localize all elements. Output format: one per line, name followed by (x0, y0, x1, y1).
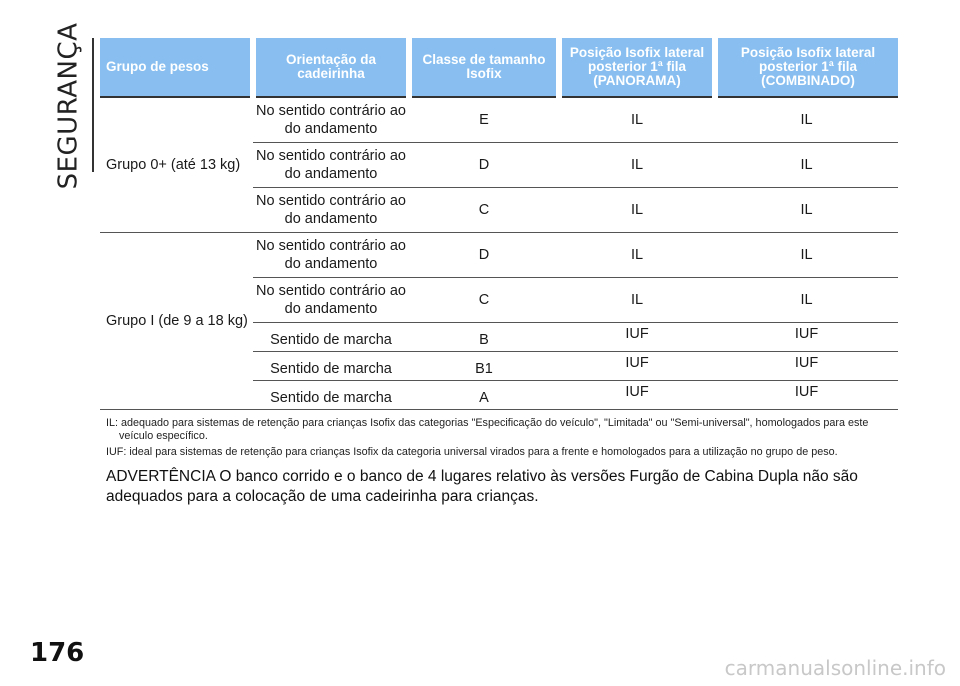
table-row (100, 97, 898, 143)
panorama-cell: IUF (559, 323, 715, 352)
panorama-cell: IUF (559, 381, 715, 410)
panorama-cell: IL (559, 143, 715, 188)
size-class-cell: D (409, 143, 559, 188)
header-seat-orientation: Orientação da cadeirinha (253, 38, 409, 97)
table-header-row (100, 38, 898, 97)
size-class-cell: C (409, 278, 559, 323)
weight-group-cell: Grupo I (de 9 a 18 kg) (100, 233, 253, 410)
section-title (44, 22, 92, 190)
header-position-panorama: Posição Isofix lateral posterior 1ª fila (PANORAMA) (559, 38, 715, 97)
panorama-cell: IL (559, 233, 715, 278)
size-class-cell: E (409, 97, 559, 143)
header-position-combinado: Posição Isofix lateral posterior 1ª fila (COMBINADO) (715, 38, 898, 97)
panorama-cell: IL (559, 278, 715, 323)
watermark: carmanualsonline.info (724, 656, 946, 680)
section-divider (92, 38, 94, 172)
orientation-cell: No sentido contrário ao do andamento (253, 97, 409, 143)
page-number: 176 (30, 638, 85, 668)
combinado-cell: IL (715, 188, 898, 233)
orientation-cell: No sentido contrário ao do andamento (253, 188, 409, 233)
panorama-cell: IL (559, 97, 715, 143)
combinado-cell: IUF (715, 352, 898, 381)
header-size-class: Classe de tamanho Isofix (409, 38, 559, 97)
header-weight-group: Grupo de pesos (100, 38, 253, 97)
combinado-cell: IUF (715, 381, 898, 410)
isofix-compatibility-table (100, 38, 898, 410)
panorama-cell: IL (559, 188, 715, 233)
combinado-cell: IL (715, 233, 898, 278)
combinado-cell: IL (715, 143, 898, 188)
warning-paragraph: ADVERTÊNCIA O banco corrido e o banco de 4 lugares relativo às versões Furgão de Cabina Dupla não são adequados para a colocação de uma cadeirinha para crianças. (106, 468, 858, 505)
orientation-cell: No sentido contrário ao do andamento (253, 233, 409, 278)
orientation-cell: No sentido contrário ao do andamento (253, 143, 409, 188)
orientation-cell: Sentido de marcha (253, 352, 409, 381)
size-class-cell: B (409, 323, 559, 352)
table-footnotes (106, 417, 896, 462)
orientation-cell: No sentido contrário ao do andamento (253, 278, 409, 323)
combinado-cell: IL (715, 278, 898, 323)
size-class-cell: C (409, 188, 559, 233)
panorama-cell: IUF (559, 352, 715, 381)
orientation-cell: Sentido de marcha (253, 323, 409, 352)
table-row (100, 233, 898, 278)
section-title-text: SEGURANÇA (53, 22, 84, 190)
size-class-cell: D (409, 233, 559, 278)
orientation-cell: Sentido de marcha (253, 381, 409, 410)
combinado-cell: IUF (715, 323, 898, 352)
footnote-iuf: IUF: ideal para sistemas de retenção para crianças Isofix da categoria universal virados para a frente e homologados para a utilização no grupo de peso. (106, 446, 838, 458)
size-class-cell: A (409, 381, 559, 410)
footnote-il: IL: adequado para sistemas de retenção para crianças Isofix das categorias "Especificação do veículo", "Limitada" ou "Semi-universal", homologados para este veículo específico. (106, 417, 869, 442)
combinado-cell: IL (715, 97, 898, 143)
weight-group-cell: Grupo 0+ (até 13 kg) (100, 97, 253, 233)
size-class-cell: B1 (409, 352, 559, 381)
